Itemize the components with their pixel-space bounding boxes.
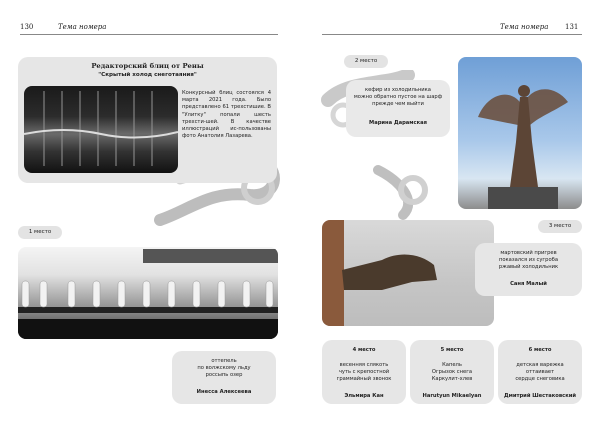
poem-4th-line-1: весенняя слякоть	[339, 362, 389, 368]
author-5th: Harutyun Mikaelyan	[422, 393, 482, 399]
poem-5th-line-3: Каркулит-хлев	[431, 376, 473, 383]
right-page-number: 131	[565, 23, 579, 31]
badge-2nd: 2 место	[344, 55, 388, 68]
author-6th: Дмитрий Шестаковский	[503, 393, 577, 399]
right-header-rule	[322, 34, 582, 35]
author-2nd: Марина Дарамская	[369, 120, 427, 126]
poem-4th-line-3: граммайный звонок	[336, 376, 392, 383]
poem-4th	[322, 362, 406, 384]
badge-4th: 4 место	[352, 347, 376, 353]
poem-2nd	[346, 87, 450, 109]
poem-5th-line-1: Капель	[442, 362, 462, 368]
poem-2nd-line-2: можно обратно пустое на шарф	[353, 94, 443, 101]
poem-5th-line-2: Огрызок снега	[431, 369, 473, 376]
badge-1st: 1 место	[18, 226, 62, 239]
badge-5th: 5 место	[440, 347, 464, 353]
badge-3rd: 3 место	[538, 220, 582, 233]
poem-2nd-line-1: кефир из холодильника	[365, 87, 431, 93]
poem-3rd-line-1: мартовский пригрев	[500, 250, 557, 256]
author-4th: Эльмира Кан	[344, 393, 384, 399]
poem-1st-line-1: оттепель	[211, 358, 237, 364]
poem-3rd	[475, 250, 582, 272]
author-1st: Инесса Алексеева	[196, 389, 252, 395]
poem-6th-line-1: детская варежка	[516, 362, 564, 368]
badge-6th: 6 место	[528, 347, 552, 353]
poem-1st-line-3: россыпь озер	[205, 372, 243, 379]
poem-2nd-line-3: прежде чем выйти	[372, 101, 424, 108]
poem-6th-line-3: сердце снеговика	[515, 376, 565, 383]
poem-3rd-line-3: ржавый холодильник	[498, 264, 559, 271]
photo-angel-statue	[458, 57, 582, 209]
left-header-rule	[20, 34, 278, 35]
right-section-title: Тема номера	[500, 23, 549, 31]
poem-3rd-line-2: показался из сугроба	[498, 257, 559, 264]
photo-gargoyle	[322, 220, 494, 326]
author-3rd: Саня Малый	[510, 281, 547, 287]
photo-frozen-reflection	[24, 86, 178, 173]
poem-4th-line-2: чуть с крепостной	[338, 369, 390, 376]
poem-5th	[410, 362, 494, 384]
poem-6th-line-2: оттаивает	[525, 369, 555, 376]
intro-subtitle: "Скрытый холод снеготаяния"	[98, 72, 197, 78]
intro-title: Редакторский блиц от Рены	[91, 62, 204, 70]
poem-1st	[172, 358, 276, 380]
poem-6th	[498, 362, 582, 384]
left-page-number: 130	[20, 23, 34, 31]
left-section-title: Тема номера	[58, 23, 107, 31]
poem-1st-line-2: по волжскому льду	[197, 365, 251, 372]
intro-body: Конкурсный блиц состоялся 4 марта 2021 года. Было представлено 61 трехстишие. В "Улитку" попали шесть трехсти-шей. В качестве иллюстраций ис-пользованы фото Анатолия Лазарева.	[182, 90, 271, 140]
photo-frozen-embankment	[18, 247, 278, 339]
